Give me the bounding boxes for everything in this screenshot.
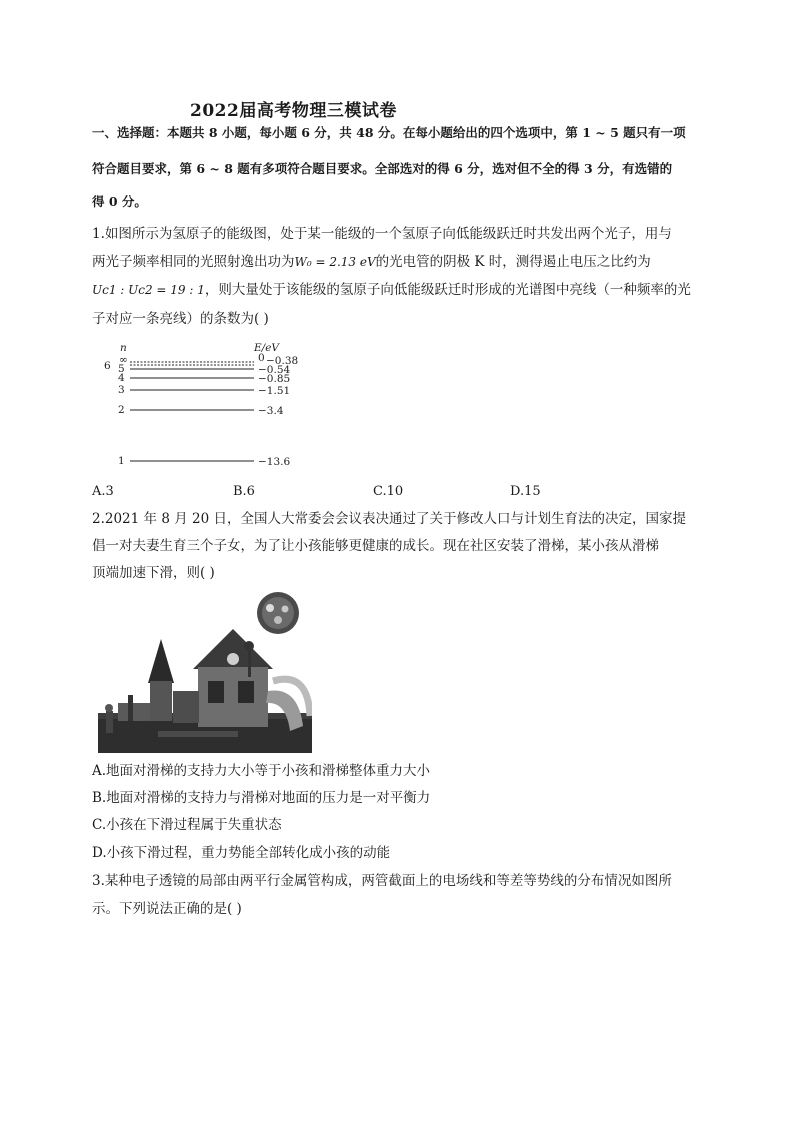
energy-level-diagram <box>100 340 320 475</box>
q1-option-c[interactable]: C.10 <box>373 484 404 499</box>
level-n-label-6: 1 <box>118 455 125 467</box>
q1-text-line3 <box>92 280 691 300</box>
q2-text-line1: 2.2021 年 8 月 20 日，全国人大常委会会议表决通过了关于修改人口与计划生育法的决定，国家提 <box>92 511 686 527</box>
q1-text-line2-pre: 两光子频率相同的光照射逸出功为 <box>92 254 295 270</box>
q1-option-b[interactable]: B.6 <box>233 484 255 499</box>
work-function-formula: W₀ = 2.13 eV <box>294 255 376 269</box>
q3-text-line1: 3.某种电子透镜的局部由两平行金属管构成，两管截面上的电场线和等差等势线的分布情况如图所 <box>92 873 672 889</box>
q1-text-line3-post: ，则大量处于该能级的氢原子向低能级跃迁时形成的光谱图中亮线（一种频率的光 <box>204 282 691 298</box>
q2-text-line3: 顶端加速下滑，则( ) <box>92 565 215 581</box>
section-instructions-line1: 一、选择题：本题共 8 小题，每小题 6 分，共 48 分。在每小题给出的四个选项中，第 1 ~ 5 题只有一项 <box>92 125 686 140</box>
level-n-label-5: 2 <box>118 404 125 416</box>
q2-option-c[interactable]: C.小孩在下滑过程属于失重状态 <box>92 817 282 833</box>
page-title: 2022届高考物理三模试卷 <box>190 101 397 121</box>
level-n-label-4: 3 <box>118 384 125 396</box>
q1-option-d[interactable]: D.15 <box>510 484 541 499</box>
q1-text-line2-post: 的光电管的阴极 K 时，测得遏止电压之比约为 <box>375 254 651 270</box>
level-energy-label-4: −1.51 <box>258 385 291 397</box>
playground-slide-photo <box>98 591 312 753</box>
q1-text-line2 <box>92 252 651 272</box>
q1-options <box>92 484 712 502</box>
n-axis-label: n <box>120 342 127 354</box>
q2-option-d[interactable]: D.小孩下滑过程，重力势能全部转化成小孩的动能 <box>92 845 391 861</box>
section-instructions-line3: 得 0 分。 <box>92 194 147 209</box>
level-n-label-2: 5 <box>118 363 125 375</box>
level-energy-label-2: −0.54 <box>258 364 291 376</box>
q1-text-line1: 1.如图所示为氢原子的能级图，处于某一能级的一个氢原子向低能级跃迁时共发出两个光子，用与 <box>92 226 672 242</box>
q2-option-a[interactable]: A.地面对滑梯的支持力大小等于小孩和滑梯整体重力大小 <box>92 763 431 779</box>
level-n-label-0: ∞ <box>119 354 128 366</box>
level-n-label-3: 4 <box>118 372 125 384</box>
level-energy-label-1: −0.38 <box>266 355 299 367</box>
energy-axis-label: E/eV <box>254 342 279 354</box>
section-instructions-line2: 符合题目要求，第 6 ~ 8 题有多项符合题目要求。全部选对的得 6 分，选对但不全的得 3 分，有选错的 <box>92 161 673 176</box>
level-energy-label-3: −0.85 <box>258 373 291 385</box>
level-n-label-1: 6 <box>104 360 111 372</box>
q2-option-b[interactable]: B.地面对滑梯的支持力与滑梯对地面的压力是一对平衡力 <box>92 790 431 806</box>
stopping-voltage-ratio: Uc1 : Uc2 = 19 : 1 <box>92 283 205 297</box>
q2-text-line2: 倡一对夫妻生育三个子女，为了让小孩能够更健康的成长。现在社区安装了滑梯，某小孩从滑梯 <box>92 538 659 554</box>
level-energy-label-5: −3.4 <box>258 405 284 417</box>
level-energy-label-6: −13.6 <box>258 456 291 468</box>
q1-option-a[interactable]: A.3 <box>92 484 114 499</box>
q1-text-line4: 子对应一条亮线）的条数为( ) <box>92 311 269 327</box>
level-energy-label-0: 0 <box>258 352 265 364</box>
q3-text-line2: 示。下列说法正确的是( ) <box>92 901 242 917</box>
